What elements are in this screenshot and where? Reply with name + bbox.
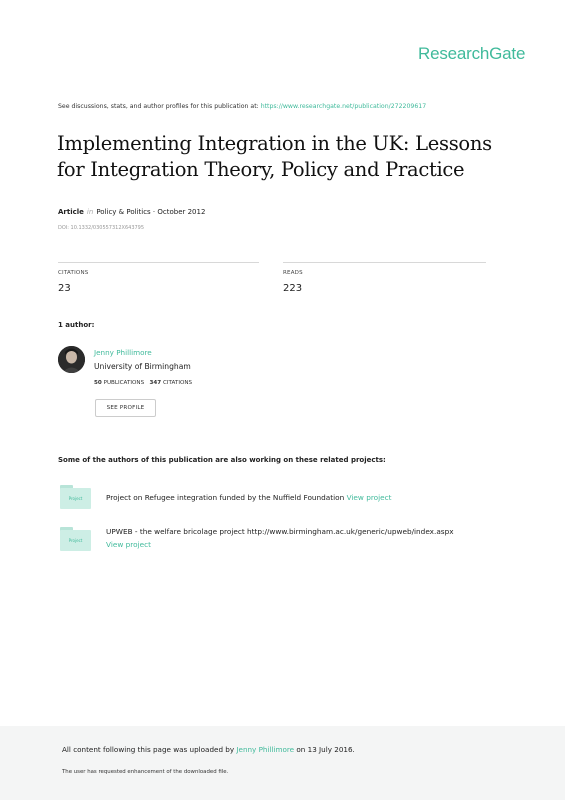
citations-value: 23 xyxy=(58,283,71,294)
title-line-1: Implementing Integration in the UK: Lessons xyxy=(57,132,492,155)
project-folder-icon xyxy=(60,527,91,551)
citations-divider xyxy=(58,262,259,263)
author-name-link[interactable]: Jenny Phillimore xyxy=(94,348,152,357)
citations-label: CITATIONS xyxy=(58,270,89,276)
view-project-link[interactable]: View project xyxy=(106,539,151,549)
in-word: in xyxy=(86,208,94,216)
project-icon-label: Project xyxy=(60,530,91,551)
view-project-link[interactable]: View project xyxy=(346,493,392,502)
project-item-text: Project on Refugee integration funded by the Nuffield Foundation xyxy=(106,493,347,502)
projects-heading: Some of the authors of this publication are also working on these related projects: xyxy=(58,456,386,464)
uploader-link[interactable]: Jenny Phillimore xyxy=(236,745,295,754)
publication-url-link[interactable]: https://www.researchgate.net/publication/272209617 xyxy=(260,103,427,110)
publication-title xyxy=(57,131,517,183)
enhancement-note: The user has requested enhancement of the downloaded file. xyxy=(62,769,229,775)
researchgate-logo[interactable]: ResearchGate xyxy=(418,44,526,63)
title-line-2: for Integration Theory, Policy and Practice xyxy=(57,158,465,181)
publication-type: Article xyxy=(58,208,84,216)
project-item-2 xyxy=(106,526,454,551)
upload-note xyxy=(62,745,355,754)
project-item-1 xyxy=(106,492,392,505)
reads-value: 223 xyxy=(283,283,303,294)
author-citations-label: CITATIONS xyxy=(162,380,193,386)
upload-prefix: All content following this page was uploaded by xyxy=(62,745,237,754)
author-avatar[interactable] xyxy=(58,346,85,373)
publication-meta xyxy=(58,208,205,216)
reads-label: READS xyxy=(283,270,303,276)
intro-text: See discussions, stats, and author profiles for this publication at: xyxy=(58,103,261,110)
author-citations-count: 347 xyxy=(149,380,162,386)
publication-doi: DOI: 10.1332/030557312X643795 xyxy=(58,225,145,231)
project-icon-label: Project xyxy=(60,488,91,509)
upload-suffix: on 13 July 2016. xyxy=(294,745,355,754)
project-folder-icon xyxy=(60,485,91,509)
footer-panel xyxy=(0,726,565,800)
project-item-text: UPWEB - the welfare bricolage project http://www.birmingham.ac.uk/generic/upweb/index.aspx xyxy=(106,527,454,536)
author-publications-label: PUBLICATIONS xyxy=(103,380,145,386)
author-stats xyxy=(94,380,192,386)
author-institution: University of Birmingham xyxy=(94,362,191,371)
authors-heading: 1 author: xyxy=(58,321,95,329)
see-profile-button[interactable]: SEE PROFILE xyxy=(95,399,156,417)
author-publications-count: 50 xyxy=(94,380,102,386)
publication-venue-date: Policy & Politics · October 2012 xyxy=(96,208,206,216)
avatar-photo-icon xyxy=(58,346,85,373)
reads-divider xyxy=(283,262,486,263)
intro-line xyxy=(58,103,426,110)
